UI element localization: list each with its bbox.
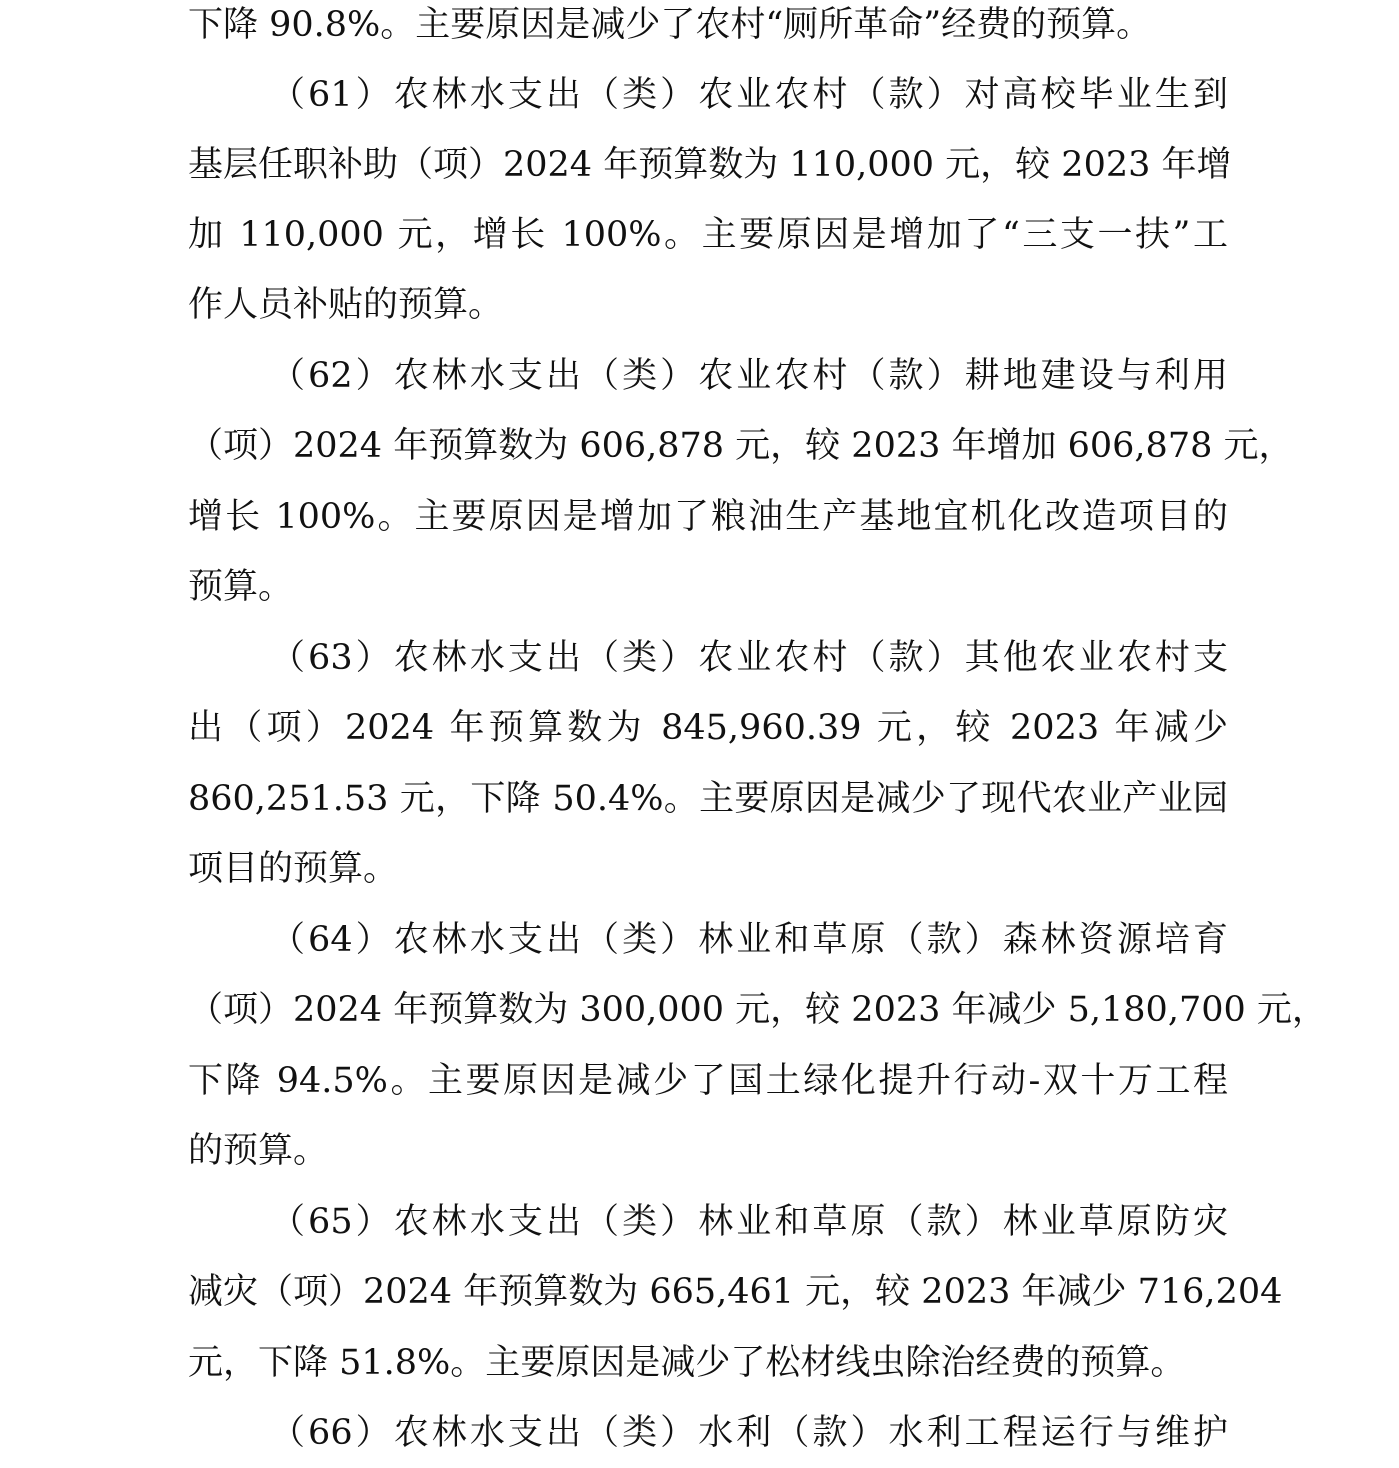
text-line: 增长 100%。主要原因是增加了粮油生产基地宜机化改造项目的	[188, 497, 1228, 537]
text-line: 出（项）2024 年预算数为 845,960.39 元，较 2023 年减少	[188, 708, 1228, 748]
paragraph-64-start: （64）农林水支出（类）林业和草原（款）森林资源培育	[270, 920, 1228, 960]
text-line: 下降 90.8%。主要原因是减少了农村“厕所革命”经费的预算。	[188, 5, 1152, 45]
text-line: 减灾（项）2024 年预算数为 665,461 元，较 2023 年减少 716,204	[188, 1272, 1283, 1312]
paragraph-66-start: （66）农林水支出（类）水利（款）水利工程运行与维护	[270, 1413, 1228, 1453]
text-line: （项）2024 年预算数为 606,878 元，较 2023 年增加 606,878 元，	[188, 426, 1294, 466]
text-line: 基层任职补助（项）2024 年预算数为 110,000 元，较 2023 年增	[188, 145, 1232, 185]
text-line: 预算。	[188, 567, 294, 607]
paragraph-62-start: （62）农林水支出（类）农业农村（款）耕地建设与利用	[270, 356, 1228, 396]
paragraph-63-start: （63）农林水支出（类）农业农村（款）其他农业农村支	[270, 638, 1228, 678]
text-line: 元，下降 51.8%。主要原因是减少了松材线虫除治经费的预算。	[188, 1343, 1186, 1383]
text-line: 项目的预算。	[188, 849, 399, 889]
text-line: 作人员补贴的预算。	[188, 285, 504, 325]
text-line: 下降 94.5%。主要原因是减少了国土绿化提升行动-双十万工程	[188, 1061, 1228, 1101]
paragraph-65-start: （65）农林水支出（类）林业和草原（款）林业草原防灾	[270, 1202, 1228, 1242]
text-line: 860,251.53 元，下降 50.4%。主要原因是减少了现代农业产业园	[188, 779, 1228, 819]
text-line: 的预算。	[188, 1131, 329, 1171]
paragraph-61-start: （61）农林水支出（类）农业农村（款）对高校毕业生到	[270, 75, 1228, 115]
text-line: （项）2024 年预算数为 300,000 元，较 2023 年减少 5,180,700 元，	[188, 990, 1327, 1030]
text-line: 加 110,000 元，增长 100%。主要原因是增加了“三支一扶”工	[188, 215, 1228, 255]
